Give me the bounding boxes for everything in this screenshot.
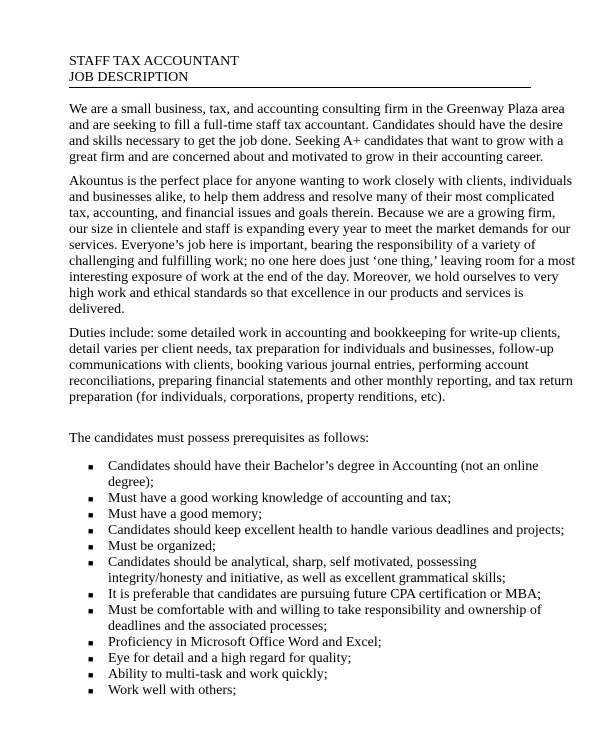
list-item bbox=[88, 587, 548, 603]
text-line: detail varies per client needs, tax preparation for individuals and businesses, follow-up bbox=[69, 342, 554, 357]
text-line: our size in clientele and staff is expanding every year to meet the market demands for our bbox=[69, 222, 571, 237]
square-bullet-icon: ■ bbox=[88, 638, 94, 648]
text-line: Must be comfortable with and willing to take responsibility and ownership of bbox=[108, 603, 542, 618]
text-line: deadlines and the associated processes; bbox=[108, 619, 328, 634]
text-line: Candidates should keep excellent health to handle various deadlines and projects; bbox=[108, 523, 565, 538]
text-line: and are seeking to fill a full-time staff tax accountant. Candidates should have the desire bbox=[69, 118, 563, 133]
square-bullet-icon: ■ bbox=[88, 558, 94, 568]
text-line: delivered. bbox=[69, 302, 125, 317]
text-line: communications with clients, booking various journal entries, performing account bbox=[69, 358, 529, 373]
list-item bbox=[88, 683, 548, 699]
text-line: Eye for detail and a high regard for quality; bbox=[108, 651, 352, 666]
square-bullet-icon: ■ bbox=[88, 510, 94, 520]
document-subtitle: JOB DESCRIPTION bbox=[69, 70, 189, 85]
text-line: preparation (for individuals, corporations, property renditions, etc). bbox=[69, 390, 446, 405]
text-line: Proficiency in Microsoft Office Word and Excel; bbox=[108, 635, 382, 650]
intro-paragraph bbox=[69, 102, 565, 166]
text-line: Candidates should be analytical, sharp, self motivated, possessing bbox=[108, 555, 477, 570]
text-line: degree); bbox=[108, 475, 154, 490]
document-header bbox=[69, 54, 531, 88]
text-line: reconciliations, preparing financial statements and other monthly reporting, and tax return bbox=[69, 374, 573, 389]
text-line: interesting exposure of work at the end of the day. Moreover, we hold ourselves to very bbox=[69, 270, 559, 285]
text-line: tax, accounting, and financial issues and goals therein. Because we are a growing firm, bbox=[69, 206, 556, 221]
square-bullet-icon: ■ bbox=[88, 686, 94, 696]
square-bullet-icon: ■ bbox=[88, 494, 94, 504]
text-line: Must be organized; bbox=[108, 539, 216, 554]
list-item bbox=[88, 651, 548, 667]
list-item bbox=[88, 491, 548, 507]
text-line: Must have a good memory; bbox=[108, 507, 262, 522]
list-item bbox=[88, 523, 565, 539]
text-line: services. Everyone’s job here is important, bearing the responsibility of a variety of bbox=[69, 238, 536, 253]
square-bullet-icon: ■ bbox=[88, 590, 94, 600]
text-line: Duties include: some detailed work in accounting and bookkeeping for write-up clients, bbox=[69, 326, 561, 341]
text-line: Ability to multi-task and work quickly; bbox=[108, 667, 328, 682]
list-item bbox=[88, 539, 548, 555]
text-line: great firm and are concerned about and motivated to grow in their accounting career. bbox=[69, 150, 544, 165]
text-line: Candidates should have their Bachelor’s degree in Accounting (not an online bbox=[108, 459, 539, 474]
text-line: The candidates must possess prerequisites as follows: bbox=[69, 431, 370, 446]
company-paragraph bbox=[69, 174, 575, 318]
list-item bbox=[88, 555, 548, 587]
job-title: STAFF TAX ACCOUNTANT bbox=[69, 54, 239, 69]
text-line: Akountus is the perfect place for anyone wanting to work closely with clients, individuals bbox=[69, 174, 573, 189]
square-bullet-icon: ■ bbox=[88, 542, 94, 552]
list-item bbox=[88, 507, 548, 523]
list-item bbox=[88, 667, 548, 683]
text-line: high work and ethical standards so that excellence in our products and services is bbox=[69, 286, 524, 301]
text-line: Work well with others; bbox=[108, 683, 237, 698]
text-line: challenging and fulfilling work; no one here does just ‘one thing,’ leaving room for a most bbox=[69, 254, 575, 269]
list-item bbox=[88, 635, 548, 651]
list-item bbox=[88, 603, 548, 635]
prerequisites-list bbox=[88, 459, 565, 699]
text-line: and skills necessary to get the job done. Seeking A+ candidates that want to grow with a bbox=[69, 134, 564, 149]
list-item bbox=[88, 459, 548, 491]
text-line: It is preferable that candidates are pursuing future CPA certification or MBA; bbox=[108, 587, 541, 602]
text-line: integrity/honesty and initiative, as well as excellent grammatical skills; bbox=[108, 571, 506, 586]
square-bullet-icon: ■ bbox=[88, 606, 94, 616]
text-line: and businesses alike, to help them address and resolve many of their most complicated bbox=[69, 190, 555, 205]
text-line: Must have a good working knowledge of accounting and tax; bbox=[108, 491, 452, 506]
square-bullet-icon: ■ bbox=[88, 670, 94, 680]
square-bullet-icon: ■ bbox=[88, 526, 94, 536]
duties-paragraph bbox=[69, 326, 573, 406]
prerequisites-intro bbox=[69, 431, 539, 447]
square-bullet-icon: ■ bbox=[88, 462, 94, 472]
text-line: We are a small business, tax, and accounting consulting firm in the Greenway Plaza area bbox=[69, 102, 565, 117]
square-bullet-icon: ■ bbox=[88, 654, 94, 664]
